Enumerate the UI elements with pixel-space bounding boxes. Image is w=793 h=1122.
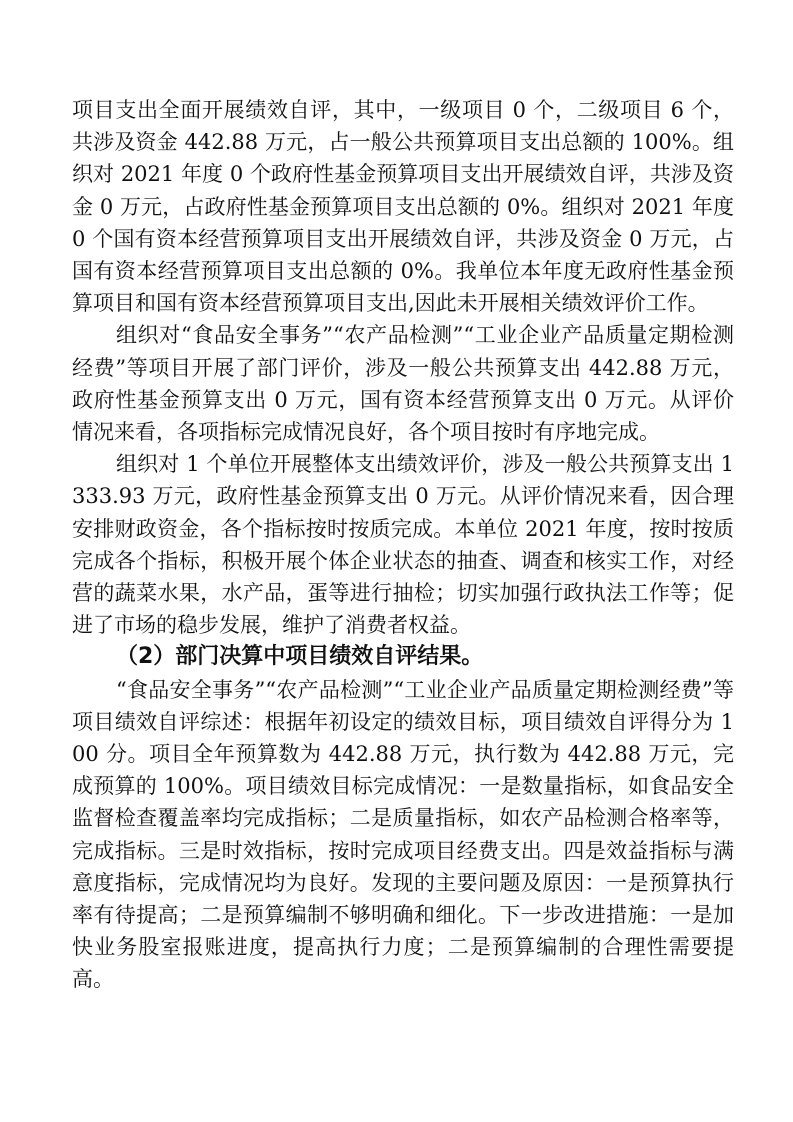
paragraph-project-performance-summary: “食品安全事务”“农产品检测”“工业企业产品质量定期检测经费”等项目绩效自评综述：根据年初设定的绩效目标，项目绩效自评得分为 100 分。项目全年预算数为 442.88 万元，执行数为 442.88 万元，完成预算的 100%。项目绩效目标完成情况：一是数量指标，如食品安全监督检查覆盖率均完成指标；二是质量指标，如农产品检测合格率等，完成指标。三是时效指标，按时完成项目经费支出。四是效益指标与满意度指标，完成情况均为良好。发现的主要问题及原因：一是预算执行率有待提高；二是预算编制不够明确和细化。下一步改进措施：一是加快业务股室报账进度，提高执行力度；二是预算编制的合理性需要提高。 <box>72 677 734 992</box>
paragraph-project-self-evaluation-overview: 项目支出全面开展绩效自评，其中，一级项目 0 个，二级项目 6 个，共涉及资金 442.88 万元，占一般公共预算项目支出总额的 100%。组织对 2021 年度 0 个政府性基金预算项目支出开展绩效自评，共涉及资金 0 万元，占政府性基金预算项目支出总额的 0%。组织对 2021 年度 0 个国有资本经营预算项目支出开展绩效自评，共涉及资金 0 万元，占国有资本经营预算项目支出总额的 0%。我单位本年度无政府性基金预算项目和国有资本经营预算项目支出,因此未开展相关绩效评价工作。 <box>72 98 734 316</box>
section-heading-project-performance-results: （2）部门决算中项目绩效自评结果。 <box>116 644 484 670</box>
paragraph-overall-expenditure-evaluation: 组织对 1 个单位开展整体支出绩效评价，涉及一般公共预算支出 1333.93 万元，政府性基金预算支出 0 万元。从评价情况来看，因合理安排财政资金，各个指标按时按质完成。本单位 2021 年度，按时按质完成各个指标，积极开展个体企业状态的抽查、调查和核实工作，对经营的蔬菜水果，水产品，蛋等进行抽检；切实加强行政执法工作等；促进了市场的稳步发展，维护了消费者权益。 <box>72 452 734 638</box>
paragraph-department-evaluation: 组织对“食品安全事务”“农产品检测”“工业企业产品质量定期检测经费”等项目开展了部门评价，涉及一般公共预算支出 442.88 万元，政府性基金预算支出 0 万元，国有资本经营预算支出 0 万元。从评价情况来看，各项指标完成情况良好，各个项目按时有序地完成。 <box>72 323 734 445</box>
document-page <box>72 94 734 996</box>
